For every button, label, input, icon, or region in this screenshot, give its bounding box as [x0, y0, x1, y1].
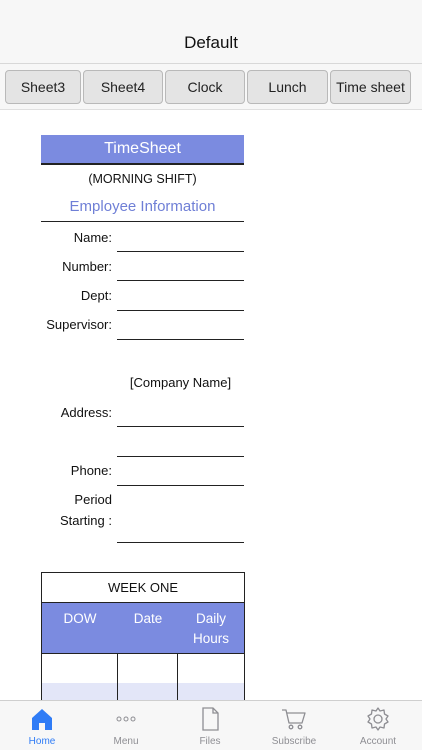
number-label: Number:: [62, 259, 112, 274]
tab-sheet4[interactable]: Sheet4: [83, 70, 163, 104]
company-name: [Company Name]: [129, 375, 232, 390]
timesheet-title: TimeSheet: [41, 135, 244, 165]
supervisor-field[interactable]: [117, 319, 244, 340]
column-date: Date: [133, 611, 163, 626]
tab-subscribe[interactable]: [252, 701, 336, 750]
shift-subtitle: (MORNING SHIFT): [88, 172, 197, 186]
week-one-table: [41, 572, 245, 700]
sheet-tab-strip: [0, 64, 422, 110]
tab-clock[interactable]: Clock: [165, 70, 245, 104]
tab-sheet3[interactable]: Sheet3: [5, 70, 81, 104]
gear-icon: [365, 706, 391, 732]
file-icon: [197, 706, 223, 732]
tab-files-label: Files: [199, 736, 221, 747]
address-field-line-1[interactable]: [117, 406, 244, 427]
period-starting-field[interactable]: [117, 502, 244, 543]
tab-menu[interactable]: [84, 701, 168, 750]
tab-lunch[interactable]: Lunch: [247, 70, 328, 104]
week-one-title: WEEK ONE: [41, 572, 245, 603]
dept-label: Dept:: [80, 288, 112, 303]
employee-info-heading: Employee Information: [41, 198, 244, 222]
address-label: Address:: [60, 405, 112, 420]
home-icon: [29, 706, 55, 732]
table-row[interactable]: [42, 683, 244, 700]
column-daily-label: Daily: [195, 611, 226, 626]
address-field-line-2[interactable]: [117, 436, 244, 457]
supervisor-label: Supervisor:: [46, 317, 112, 332]
period-label: Period: [74, 492, 112, 507]
table-body: [41, 653, 245, 700]
column-daily-hours: [178, 609, 244, 649]
tab-files[interactable]: [168, 701, 252, 750]
name-field[interactable]: [117, 231, 244, 252]
tab-time-sheet[interactable]: Time sheet: [330, 70, 411, 104]
dept-field[interactable]: [117, 290, 244, 311]
phone-field[interactable]: [117, 465, 244, 486]
more-dots-icon: [113, 706, 139, 732]
number-field[interactable]: [117, 260, 244, 281]
page-title: Default: [184, 33, 238, 52]
column-divider: [117, 654, 118, 700]
column-divider: [177, 654, 178, 700]
column-hours-label: Hours: [192, 631, 229, 646]
tab-subscribe-label: Subscribe: [271, 736, 317, 747]
navigation-bar: [0, 0, 422, 64]
tab-home[interactable]: [0, 701, 84, 750]
tab-account-label: Account: [359, 736, 397, 747]
phone-label: Phone:: [70, 463, 112, 478]
column-dow: DOW: [63, 611, 97, 626]
tab-menu-label: Menu: [113, 736, 139, 747]
table-row[interactable]: [42, 654, 244, 683]
name-label: Name:: [73, 230, 112, 245]
starting-label: Starting :: [59, 513, 112, 528]
bottom-tab-bar: [0, 700, 422, 750]
tab-account[interactable]: [336, 701, 420, 750]
table-column-headers: [41, 603, 245, 653]
spreadsheet-view[interactable]: [0, 110, 422, 700]
shopping-cart-icon: [281, 706, 307, 732]
tab-home-label: Home: [28, 736, 56, 747]
